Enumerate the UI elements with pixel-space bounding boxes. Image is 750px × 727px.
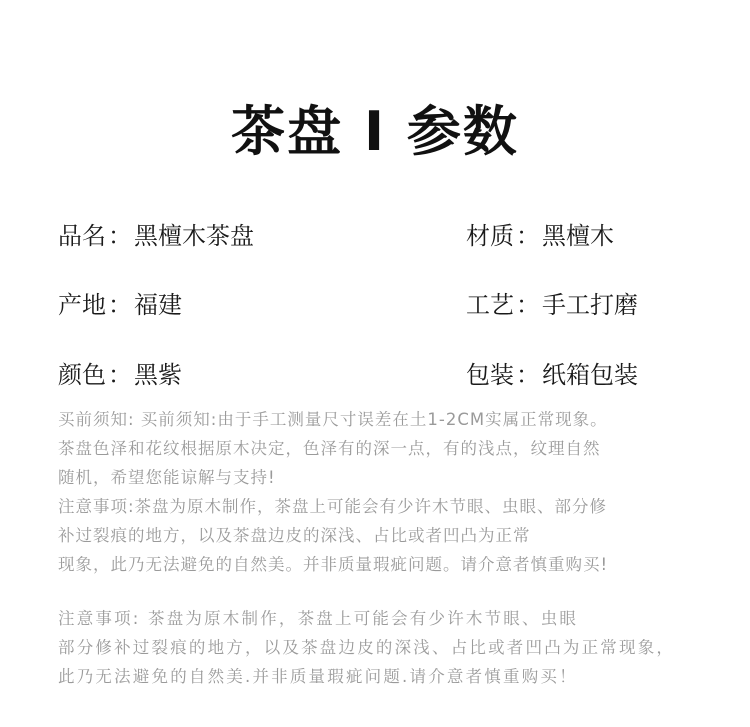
notes-line: 随机，希望您能谅解与支持!	[58, 468, 276, 487]
param-label: 工艺	[466, 291, 514, 319]
param-packaging	[466, 359, 638, 391]
param-value: 纸箱包装	[542, 361, 638, 389]
care-notes	[58, 604, 738, 691]
notes-line: 茶盘色泽和花纹根据原木决定，色泽有的深一点，有的浅点，纹理自然	[58, 439, 601, 458]
param-label: 颜色	[58, 361, 106, 389]
param-value: 黑紫	[134, 361, 182, 389]
param-origin	[58, 289, 182, 321]
param-label: 材质	[466, 222, 514, 250]
notes-line: 注意事项: 茶盘为原木制作，茶盘上可能会有少许木节眼、虫眼	[58, 609, 579, 628]
param-value: 福建	[134, 291, 182, 319]
param-craft	[466, 289, 638, 321]
notes-line: 注意事项:茶盘为原木制作，茶盘上可能会有少许木节眼、虫眼、部分修	[58, 497, 608, 516]
param-label: 包装	[466, 361, 514, 389]
param-value: 黑檀木	[542, 222, 614, 250]
param-label: 产地	[58, 291, 106, 319]
page-title: 茶盘 I 参数	[231, 100, 519, 163]
param-value: 手工打磨	[542, 291, 638, 319]
notes-line: 此乃无法避免的自然美.并非质量瑕疵问题.请介意者慎重购买！	[58, 667, 578, 686]
param-separator: ：	[516, 222, 540, 250]
param-separator: ：	[108, 222, 132, 250]
param-material	[466, 220, 614, 252]
param-separator: ：	[108, 291, 132, 319]
notes-line: 部分修补过裂痕的地方，以及茶盘边皮的深浅、占比或者凹凸为正常现象，	[58, 638, 676, 657]
notes-line: 现象，此乃无法避免的自然美。并非质量瑕疵问题。请介意者慎重购买!	[58, 555, 609, 574]
param-separator: ：	[516, 291, 540, 319]
notes-line: 补过裂痕的地方，以及茶盘边皮的深浅、占比或者凹凸为正常	[58, 526, 531, 545]
param-product-name	[58, 220, 254, 252]
param-value: 黑檀木茶盘	[134, 222, 254, 250]
param-label: 品名	[58, 222, 106, 250]
notes-line: 买前须知: 买前须知:由于手工测量尺寸误差在土1-2CM实属正常现象。	[58, 410, 608, 429]
param-separator: ：	[108, 361, 132, 389]
param-color	[58, 359, 182, 391]
param-separator: ：	[516, 361, 540, 389]
purchase-notes	[58, 405, 728, 579]
